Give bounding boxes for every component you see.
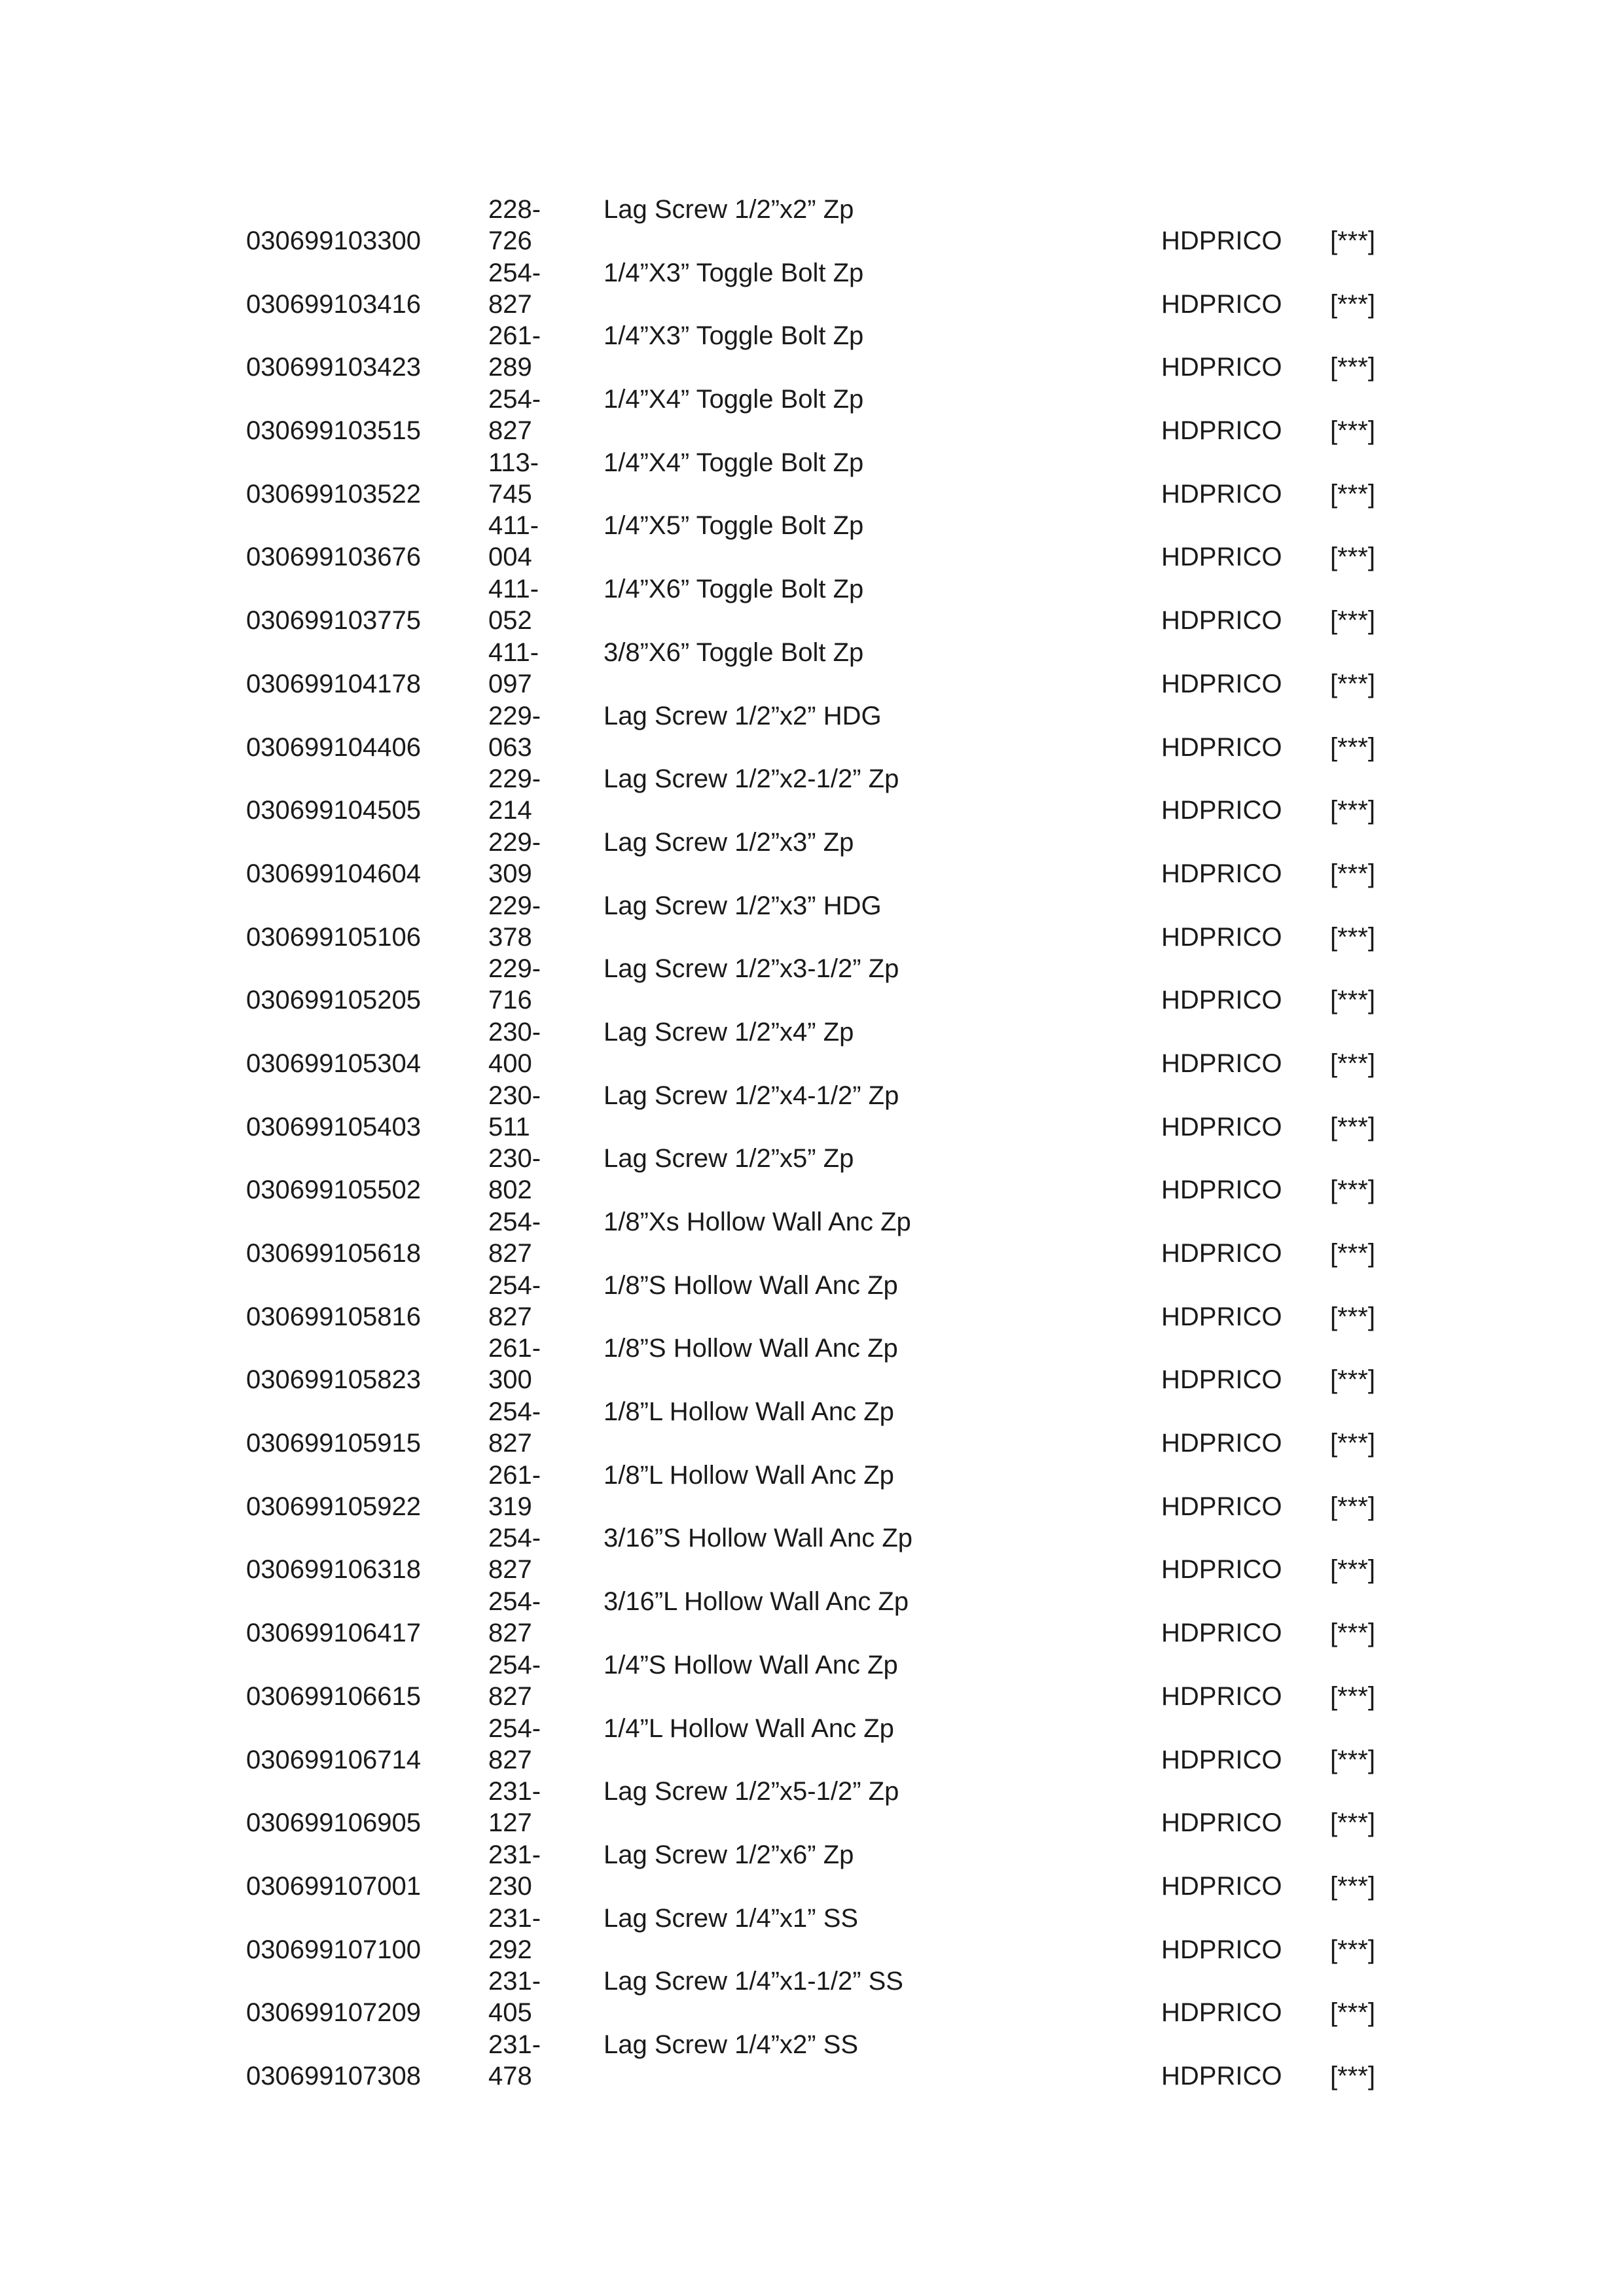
sku-prefix-cell: 411- <box>488 575 539 604</box>
sku-prefix-cell: 254- <box>488 1270 541 1300</box>
upc-cell: 030699106905 <box>246 1808 421 1838</box>
vendor-cell: HDPRICO <box>1161 1619 1282 1648</box>
description-cell: 1/4”L Hollow Wall Anc Zp <box>604 1713 894 1743</box>
description-cell: Lag Screw 1/4”x1-1/2” SS <box>604 1967 903 1996</box>
price-cell: [***] <box>1330 1935 1375 1964</box>
table-row <box>246 573 1398 637</box>
table-row <box>246 1649 1398 1713</box>
price-cell: [***] <box>1330 732 1375 762</box>
description-cell: 1/4”X4” Toggle Bolt Zp <box>604 448 864 477</box>
price-cell: [***] <box>1330 1239 1375 1268</box>
price-cell: [***] <box>1330 859 1375 888</box>
description-cell: Lag Screw 1/2”x2” HDG <box>604 701 882 730</box>
upc-cell: 030699103515 <box>246 416 421 446</box>
vendor-cell: HDPRICO <box>1161 859 1282 888</box>
description-cell: Lag Screw 1/2”x3-1/2” Zp <box>604 954 899 984</box>
vendor-cell: HDPRICO <box>1161 1429 1282 1458</box>
vendor-cell: HDPRICO <box>1161 479 1282 509</box>
vendor-cell: HDPRICO <box>1161 1871 1282 1901</box>
upc-cell: 030699105205 <box>246 986 421 1015</box>
table-row <box>246 637 1398 700</box>
table-row <box>246 1586 1398 1649</box>
table-row <box>246 1333 1398 1396</box>
table-row <box>246 510 1398 573</box>
description-cell: 1/4”X3” Toggle Bolt Zp <box>604 321 864 351</box>
price-cell: [***] <box>1330 606 1375 636</box>
price-cell: [***] <box>1330 1808 1375 1838</box>
sku-prefix-cell: 228- <box>488 195 541 224</box>
vendor-cell: HDPRICO <box>1161 1808 1282 1838</box>
vendor-cell: HDPRICO <box>1161 1049 1282 1078</box>
description-cell: Lag Screw 1/4”x1” SS <box>604 1903 859 1933</box>
table-row <box>246 827 1398 890</box>
sku-suffix-cell: 802 <box>488 1175 532 1205</box>
upc-cell: 030699107308 <box>246 2061 421 2090</box>
vendor-cell: HDPRICO <box>1161 1175 1282 1205</box>
sku-suffix-cell: 827 <box>488 1619 532 1648</box>
description-cell: Lag Screw 1/2”x5” Zp <box>604 1144 854 1174</box>
sku-suffix-cell: 827 <box>488 1555 532 1585</box>
sku-suffix-cell: 827 <box>488 289 532 319</box>
sku-suffix-cell: 004 <box>488 543 532 572</box>
price-cell: [***] <box>1330 1871 1375 1901</box>
sku-suffix-cell: 827 <box>488 1745 532 1774</box>
table-row <box>246 2029 1398 2092</box>
sku-prefix-cell: 230- <box>488 1017 541 1047</box>
sku-suffix-cell: 214 <box>488 796 532 825</box>
sku-prefix-cell: 261- <box>488 321 541 351</box>
table-row <box>246 1080 1398 1143</box>
table-row <box>246 1016 1398 1080</box>
upc-cell: 030699103423 <box>246 353 421 382</box>
vendor-cell: HDPRICO <box>1161 606 1282 636</box>
table-row <box>246 1396 1398 1460</box>
vendor-cell: HDPRICO <box>1161 1555 1282 1585</box>
upc-cell: 030699103775 <box>246 606 421 636</box>
sku-suffix-cell: 400 <box>488 1049 532 1078</box>
table-row <box>246 1460 1398 1523</box>
price-cell: [***] <box>1330 1049 1375 1078</box>
vendor-cell: HDPRICO <box>1161 1998 1282 2028</box>
table-row <box>246 700 1398 764</box>
description-cell: 1/8”S Hollow Wall Anc Zp <box>604 1334 898 1363</box>
sku-prefix-cell: 411- <box>488 637 539 667</box>
sku-suffix-cell: 292 <box>488 1935 532 1964</box>
sku-suffix-cell: 378 <box>488 922 532 952</box>
sku-suffix-cell: 127 <box>488 1808 532 1838</box>
price-cell: [***] <box>1330 1302 1375 1331</box>
upc-cell: 030699103676 <box>246 543 421 572</box>
price-cell: [***] <box>1330 1619 1375 1648</box>
sku-prefix-cell: 229- <box>488 764 541 794</box>
price-cell: [***] <box>1330 922 1375 952</box>
price-cell: [***] <box>1330 1492 1375 1521</box>
description-cell: Lag Screw 1/2”x2” Zp <box>604 195 854 224</box>
price-cell: [***] <box>1330 669 1375 698</box>
upc-cell: 030699105816 <box>246 1302 421 1331</box>
table-row <box>246 384 1398 447</box>
price-cell: [***] <box>1330 479 1375 509</box>
vendor-cell: HDPRICO <box>1161 922 1282 952</box>
description-cell: Lag Screw 1/2”x2-1/2” Zp <box>604 764 899 794</box>
sku-suffix-cell: 745 <box>488 479 532 509</box>
price-cell: [***] <box>1330 1998 1375 2028</box>
table-row <box>246 447 1398 511</box>
table-row <box>246 1206 1398 1270</box>
vendor-cell: HDPRICO <box>1161 732 1282 762</box>
vendor-cell: HDPRICO <box>1161 1112 1282 1141</box>
description-cell: 1/8”L Hollow Wall Anc Zp <box>604 1460 894 1490</box>
sku-prefix-cell: 254- <box>488 1713 541 1743</box>
sku-prefix-cell: 254- <box>488 1650 541 1679</box>
vendor-cell: HDPRICO <box>1161 289 1282 319</box>
sku-suffix-cell: 300 <box>488 1365 532 1395</box>
sku-prefix-cell: 254- <box>488 258 541 287</box>
sku-suffix-cell: 289 <box>488 353 532 382</box>
upc-cell: 030699106417 <box>246 1619 421 1648</box>
sku-suffix-cell: 230 <box>488 1871 532 1901</box>
upc-cell: 030699107001 <box>246 1871 421 1901</box>
upc-cell: 030699104406 <box>246 732 421 762</box>
sku-prefix-cell: 254- <box>488 1397 541 1427</box>
price-cell: [***] <box>1330 1365 1375 1395</box>
sku-suffix-cell: 511 <box>488 1112 530 1141</box>
price-cell: [***] <box>1330 1175 1375 1205</box>
vendor-cell: HDPRICO <box>1161 669 1282 698</box>
description-cell: 1/4”X6” Toggle Bolt Zp <box>604 575 864 604</box>
price-cell: [***] <box>1330 416 1375 446</box>
table-row <box>246 1965 1398 2029</box>
upc-cell: 030699104604 <box>246 859 421 888</box>
price-cell: [***] <box>1330 796 1375 825</box>
table-row <box>246 953 1398 1016</box>
sku-suffix-cell: 827 <box>488 1239 532 1268</box>
sku-suffix-cell: 309 <box>488 859 532 888</box>
price-cell: [***] <box>1330 2061 1375 2090</box>
upc-cell: 030699107209 <box>246 1998 421 2028</box>
description-cell: Lag Screw 1/2”x3” Zp <box>604 827 854 857</box>
description-cell: 1/8”L Hollow Wall Anc Zp <box>604 1397 894 1427</box>
sku-prefix-cell: 230- <box>488 1081 541 1110</box>
sku-suffix-cell: 827 <box>488 1681 532 1711</box>
sku-prefix-cell: 231- <box>488 1967 541 1996</box>
description-cell: 3/16”S Hollow Wall Anc Zp <box>604 1524 913 1553</box>
upc-cell: 030699105823 <box>246 1365 421 1395</box>
description-cell: 1/4”X5” Toggle Bolt Zp <box>604 511 864 541</box>
price-cell: [***] <box>1330 1555 1375 1585</box>
table-row <box>246 1522 1398 1586</box>
description-cell: 1/8”S Hollow Wall Anc Zp <box>604 1270 898 1300</box>
vendor-cell: HDPRICO <box>1161 353 1282 382</box>
upc-cell: 030699105403 <box>246 1112 421 1141</box>
sku-prefix-cell: 229- <box>488 954 541 984</box>
vendor-cell: HDPRICO <box>1161 1681 1282 1711</box>
sku-prefix-cell: 231- <box>488 1903 541 1933</box>
price-cell: [***] <box>1330 1429 1375 1458</box>
upc-cell: 030699105915 <box>246 1429 421 1458</box>
upc-cell: 030699107100 <box>246 1935 421 1964</box>
sku-prefix-cell: 229- <box>488 827 541 857</box>
sku-prefix-cell: 229- <box>488 891 541 920</box>
vendor-cell: HDPRICO <box>1161 543 1282 572</box>
upc-cell: 030699103416 <box>246 289 421 319</box>
sku-prefix-cell: 411- <box>488 511 539 541</box>
sku-suffix-cell: 827 <box>488 1302 532 1331</box>
upc-cell: 030699105922 <box>246 1492 421 1521</box>
sku-prefix-cell: 231- <box>488 1840 541 1869</box>
sku-prefix-cell: 254- <box>488 385 541 414</box>
description-cell: Lag Screw 1/2”x5-1/2” Zp <box>604 1777 899 1806</box>
sku-suffix-cell: 716 <box>488 986 532 1015</box>
description-cell: Lag Screw 1/2”x4-1/2” Zp <box>604 1081 899 1110</box>
description-cell: 1/4”X4” Toggle Bolt Zp <box>604 385 864 414</box>
sku-prefix-cell: 231- <box>488 1777 541 1806</box>
sku-suffix-cell: 405 <box>488 1998 532 2028</box>
sku-suffix-cell: 726 <box>488 226 532 255</box>
upc-cell: 030699105106 <box>246 922 421 952</box>
description-cell: 1/4”S Hollow Wall Anc Zp <box>604 1650 898 1679</box>
sku-suffix-cell: 063 <box>488 732 532 762</box>
sku-prefix-cell: 261- <box>488 1334 541 1363</box>
upc-cell: 030699103300 <box>246 226 421 255</box>
vendor-cell: HDPRICO <box>1161 2061 1282 2090</box>
upc-cell: 030699105502 <box>246 1175 421 1205</box>
price-cell: [***] <box>1330 353 1375 382</box>
sku-suffix-cell: 052 <box>488 606 532 636</box>
sku-prefix-cell: 254- <box>488 1524 541 1553</box>
sku-prefix-cell: 113- <box>488 448 539 477</box>
description-cell: Lag Screw 1/2”x6” Zp <box>604 1840 854 1869</box>
table-row <box>246 1839 1398 1903</box>
vendor-cell: HDPRICO <box>1161 1365 1282 1395</box>
table-row <box>246 1143 1398 1206</box>
table-row <box>246 1903 1398 1966</box>
vendor-cell: HDPRICO <box>1161 796 1282 825</box>
vendor-cell: HDPRICO <box>1161 416 1282 446</box>
price-cell: [***] <box>1330 289 1375 319</box>
description-cell: 1/8”Xs Hollow Wall Anc Zp <box>604 1208 911 1236</box>
description-cell: 1/4”X3” Toggle Bolt Zp <box>604 258 864 287</box>
vendor-cell: HDPRICO <box>1161 226 1282 255</box>
vendor-cell: HDPRICO <box>1161 1745 1282 1774</box>
table-row <box>246 1713 1398 1776</box>
vendor-cell: HDPRICO <box>1161 1302 1282 1331</box>
upc-cell: 030699104505 <box>246 796 421 825</box>
price-cell: [***] <box>1330 226 1375 255</box>
description-cell: Lag Screw 1/4”x2” SS <box>604 2030 859 2059</box>
upc-cell: 030699105304 <box>246 1049 421 1078</box>
sku-prefix-cell: 230- <box>488 1144 541 1174</box>
price-list-table <box>246 194 1398 2092</box>
sku-suffix-cell: 097 <box>488 669 532 698</box>
table-row <box>246 257 1398 321</box>
price-cell: [***] <box>1330 543 1375 572</box>
sku-prefix-cell: 254- <box>488 1208 541 1236</box>
table-row <box>246 1270 1398 1333</box>
price-cell: [***] <box>1330 1745 1375 1774</box>
sku-suffix-cell: 478 <box>488 2061 532 2090</box>
upc-cell: 030699104178 <box>246 669 421 698</box>
sku-prefix-cell: 229- <box>488 701 541 730</box>
table-row <box>246 890 1398 954</box>
vendor-cell: HDPRICO <box>1161 1935 1282 1964</box>
upc-cell: 030699103522 <box>246 479 421 509</box>
price-cell: [***] <box>1330 1112 1375 1141</box>
table-row <box>246 320 1398 384</box>
sku-suffix-cell: 827 <box>488 1429 532 1458</box>
sku-suffix-cell: 319 <box>488 1492 532 1521</box>
upc-cell: 030699105618 <box>246 1239 421 1268</box>
vendor-cell: HDPRICO <box>1161 986 1282 1015</box>
description-cell: Lag Screw 1/2”x3” HDG <box>604 891 882 920</box>
sku-prefix-cell: 254- <box>488 1587 541 1617</box>
description-cell: Lag Screw 1/2”x4” Zp <box>604 1017 854 1047</box>
table-row <box>246 194 1398 257</box>
description-cell: 3/8”X6” Toggle Bolt Zp <box>604 637 864 667</box>
price-cell: [***] <box>1330 986 1375 1015</box>
table-row <box>246 1776 1398 1839</box>
table-row <box>246 763 1398 827</box>
upc-cell: 030699106615 <box>246 1681 421 1711</box>
upc-cell: 030699106318 <box>246 1555 421 1585</box>
price-cell: [***] <box>1330 1681 1375 1711</box>
sku-prefix-cell: 231- <box>488 2030 541 2059</box>
vendor-cell: HDPRICO <box>1161 1492 1282 1521</box>
description-cell: 3/16”L Hollow Wall Anc Zp <box>604 1587 909 1617</box>
sku-suffix-cell: 827 <box>488 416 532 446</box>
vendor-cell: HDPRICO <box>1161 1239 1282 1268</box>
upc-cell: 030699106714 <box>246 1745 421 1774</box>
sku-prefix-cell: 261- <box>488 1460 541 1490</box>
